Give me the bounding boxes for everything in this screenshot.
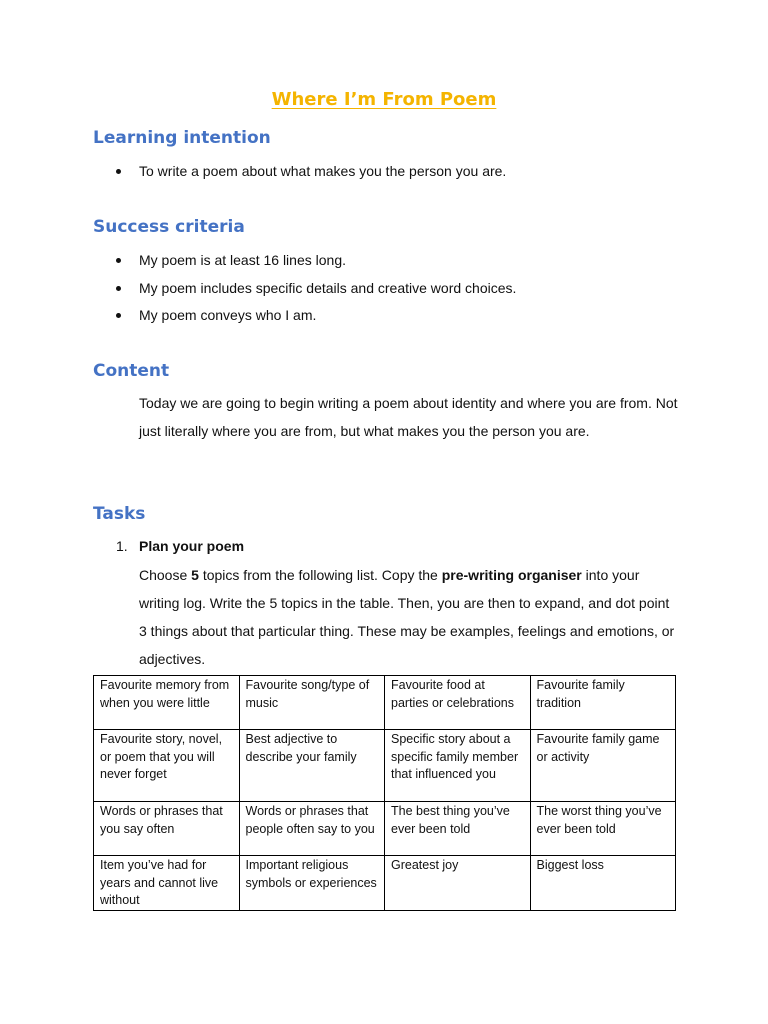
table-cell: Favourite memory from when you were little — [94, 676, 240, 730]
list-item — [0, 161, 506, 189]
success-criteria-list — [0, 250, 516, 333]
list-item-text: My poem includes specific details and creative word choices. — [139, 279, 517, 296]
table-cell: The best thing you’ve ever been told — [385, 802, 531, 856]
table-row — [94, 730, 676, 802]
table-cell: Favourite family tradition — [530, 676, 676, 730]
table-row — [94, 802, 676, 856]
list-item — [0, 305, 516, 333]
table-cell: Favourite food at parties or celebrations — [385, 676, 531, 730]
task-number: 1. — [116, 538, 128, 554]
list-item-text: To write a poem about what makes you the person you are. — [139, 163, 507, 179]
topics-table — [93, 675, 676, 911]
list-item — [0, 250, 516, 278]
table-cell: Best adjective to describe your family — [239, 730, 385, 802]
bullet-icon — [116, 313, 121, 318]
heading-learning-intention: Learning intention — [93, 128, 271, 148]
heading-success-criteria: Success criteria — [93, 217, 245, 237]
table-cell: Item you’ve had for years and cannot live without — [94, 856, 240, 911]
bullet-icon — [116, 258, 121, 263]
table-cell: Biggest loss — [530, 856, 676, 911]
table-cell: Favourite song/type of music — [239, 676, 385, 730]
table-cell: Words or phrases that you say often — [94, 802, 240, 856]
list-item-text: My poem is at least 16 lines long. — [139, 252, 346, 268]
table-row — [94, 856, 676, 911]
table-cell: Favourite story, novel, or poem that you will never forget — [94, 730, 240, 802]
table-cell: Important religious symbols or experiences — [239, 856, 385, 911]
table-row — [94, 676, 676, 730]
table-cell: Words or phrases that people often say to you — [239, 802, 385, 856]
list-item — [0, 278, 516, 306]
list-item-text: My poem conveys who I am. — [139, 307, 317, 323]
content-paragraph: Today we are going to begin writing a poem about identity and where you are from. Not just literally where you are from, but what makes you the person you are. — [139, 395, 678, 439]
bullet-icon — [116, 286, 121, 291]
table-cell: Favourite family game or activity — [530, 730, 676, 802]
learning-intention-list — [0, 161, 506, 189]
page-title: Where I’m From Poem — [271, 89, 497, 110]
table-cell: Greatest joy — [385, 856, 531, 911]
task-instructions: Choose 5 topics from the following list. Copy the pre-writing organiser into your writing log. Write the 5 topics in the table. Then, you are then to expand, and dot point 3 things about that particular thing. These may be examples, feelings and emotions, or adjectives. — [139, 567, 675, 667]
bullet-icon — [116, 169, 121, 174]
table-cell: The worst thing you’ve ever been told — [530, 802, 676, 856]
heading-tasks: Tasks — [93, 504, 146, 524]
table-cell: Specific story about a specific family member that influenced you — [385, 730, 531, 802]
heading-content: Content — [93, 361, 170, 381]
task-title: Plan your poem — [139, 538, 245, 554]
